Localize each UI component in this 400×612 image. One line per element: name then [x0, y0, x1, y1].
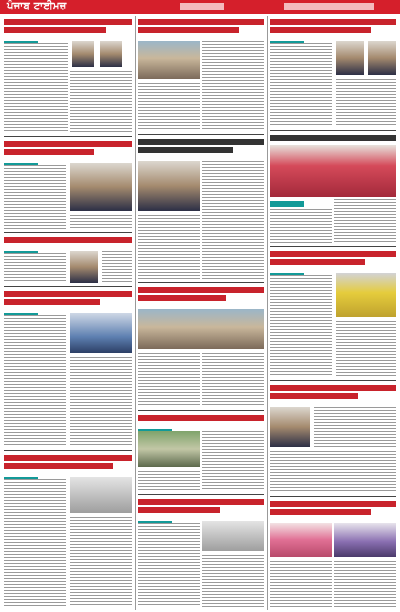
article-body [70, 357, 132, 447]
article-body [202, 353, 264, 407]
article-photo [100, 41, 122, 67]
article [4, 139, 132, 231]
article-body [70, 517, 132, 607]
article [138, 137, 264, 281]
article-body [202, 555, 264, 607]
article-body [270, 275, 332, 377]
article-body [334, 199, 396, 243]
article [138, 413, 264, 493]
article-body [4, 165, 66, 229]
article-headline [138, 499, 264, 513]
article-headline [4, 19, 132, 33]
column-divider [135, 16, 136, 610]
article-headline [138, 415, 264, 421]
article-body [102, 251, 132, 283]
article [4, 235, 132, 285]
article-headline [270, 385, 396, 399]
article-body [270, 43, 332, 127]
article-body [4, 43, 68, 133]
article-photo [270, 145, 396, 197]
article [270, 133, 396, 245]
article [4, 453, 132, 609]
article-body [202, 161, 264, 279]
article-body [270, 209, 332, 243]
article [4, 17, 132, 135]
article-photo [138, 431, 200, 467]
article-headline [138, 139, 264, 153]
article-photo [270, 523, 332, 557]
article [270, 383, 396, 495]
article [138, 17, 264, 133]
newspaper-title: ਪੰਜਾਬ ਟਾਈਮਜ਼ [7, 1, 67, 12]
article-body [4, 253, 66, 283]
article-headline [270, 135, 396, 141]
article-headline [138, 19, 264, 33]
article-body [314, 407, 396, 447]
article-photo [270, 407, 310, 447]
article-headline [270, 251, 396, 265]
masthead [0, 0, 400, 14]
article-photo [70, 477, 132, 513]
section-tag [270, 201, 304, 207]
article [270, 249, 396, 379]
article-body [138, 215, 200, 279]
article-body [202, 431, 264, 491]
article-body [4, 315, 66, 447]
article [270, 17, 396, 129]
article-body [138, 471, 200, 491]
article-body [334, 561, 396, 607]
article-photo [70, 251, 98, 283]
article-headline [270, 501, 396, 515]
article-photo [368, 41, 396, 75]
article-headline [4, 455, 132, 469]
column-divider [267, 16, 268, 610]
article-body [138, 523, 200, 607]
article-headline [4, 141, 132, 155]
article-photo [70, 163, 132, 211]
masthead-center-text [180, 3, 224, 10]
article [138, 497, 264, 609]
article [138, 285, 264, 409]
article-headline [4, 291, 132, 305]
article-photo [72, 41, 94, 67]
article-photo [336, 273, 396, 317]
article-photo [138, 41, 200, 79]
article-photo [138, 309, 264, 349]
article-body [270, 451, 396, 493]
masthead-date-line [284, 3, 374, 10]
article-photo [70, 313, 132, 353]
article-body [70, 71, 132, 133]
article-body [336, 321, 396, 377]
article [4, 289, 132, 449]
article-body [70, 215, 132, 229]
article-photo [336, 41, 364, 75]
article-headline [270, 19, 396, 33]
article-body [336, 79, 396, 127]
article-photo [138, 161, 200, 211]
article-photo [202, 521, 264, 551]
article-headline [4, 237, 132, 243]
article-body [138, 353, 200, 407]
article-body [270, 561, 332, 607]
article [270, 499, 396, 609]
article-headline [138, 287, 264, 301]
article-body [4, 479, 66, 607]
article-body [138, 83, 200, 131]
article-body [202, 41, 264, 131]
article-photo [334, 523, 396, 557]
